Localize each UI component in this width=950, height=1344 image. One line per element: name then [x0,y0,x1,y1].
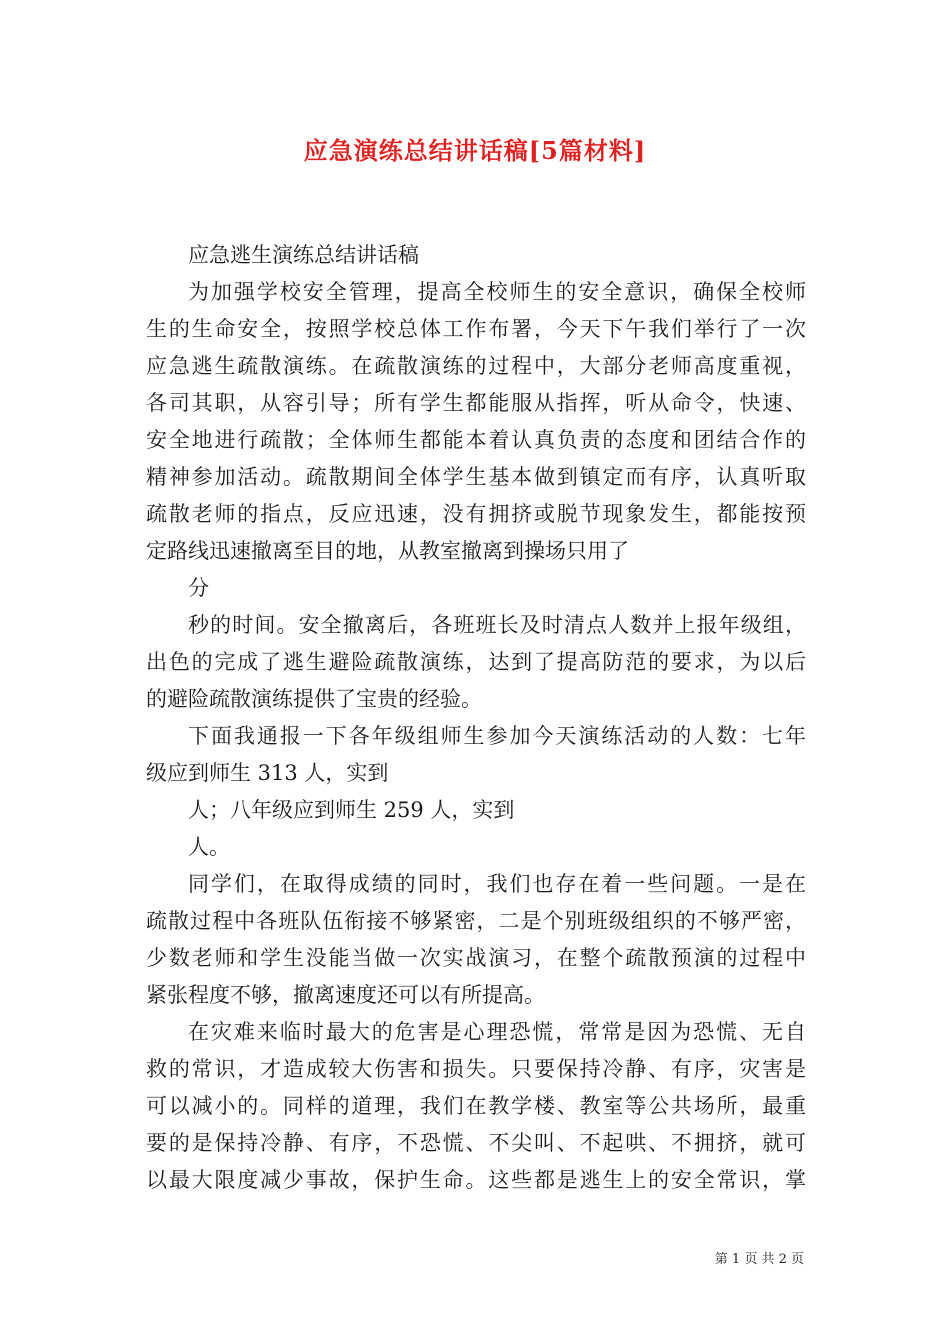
text-line: 救的常识，才造成较大伤害和损失。只要保持冷静、有序，灾害是 [146,1057,806,1081]
text-line: 应急逃生演练总结讲话稿 [188,243,419,267]
text-line: 应急逃生疏散演练。在疏散演练的过程中，大部分老师高度重视， [146,354,806,378]
text-line: 可以减小的。同样的道理，我们在教学楼、教室等公共场所，最重 [146,1094,806,1118]
text-line: 疏散老师的指点，反应迅速，没有拥挤或脱节现象发生，都能按预 [146,502,806,526]
text-line: 疏散过程中各班队伍衔接不够紧密，二是个别班级组织的不够严密， [146,909,806,933]
text-line: 人。 [188,835,230,859]
document-title: 应急演练总结讲话稿[5篇材料] [303,136,647,165]
text-line: 级应到师生 313 人，实到 [146,761,389,785]
text-line: 分 [188,576,209,600]
text-line: 秒的时间。安全撤离后，各班班长及时清点人数并上报年级组， [188,613,806,637]
page-footer: 第 1 页 共 2 页 [714,1252,804,1267]
text-line: 的避险疏散演练提供了宝贵的经验。 [146,687,482,711]
text-line: 定路线迅速撤离至目的地，从教室撤离到操场只用了 [146,539,629,563]
text-line: 为加强学校安全管理，提高全校师生的安全意识，确保全校师 [188,280,806,304]
text-line: 各司其职，从容引导；所有学生都能服从指挥，听从命令，快速、 [146,391,806,415]
text-line: 生的生命安全，按照学校总体工作布署，今天下午我们举行了一次 [146,317,806,341]
text-line: 在灾难来临时最大的危害是心理恐慌，常常是因为恐慌、无自 [188,1020,806,1044]
text-line: 下面我通报一下各年级组师生参加今天演练活动的人数：七年 [188,724,806,748]
text-line: 人；八年级应到师生 259 人，实到 [188,798,515,822]
text-line: 要的是保持冷静、有序，不恐慌、不尖叫、不起哄、不拥挤，就可 [146,1131,806,1155]
text-line: 以最大限度减少事故，保护生命。这些都是逃生上的安全常识，掌 [146,1168,806,1192]
text-line: 同学们，在取得成绩的同时，我们也存在着一些问题。一是在 [188,872,806,896]
document-body [146,237,806,1199]
text-line: 紧张程度不够，撤离速度还可以有所提高。 [146,983,545,1007]
text-line: 精神参加活动。疏散期间全体学生基本做到镇定而有序，认真听取 [146,465,806,489]
text-line: 出色的完成了逃生避险疏散演练，达到了提高防范的要求，为以后 [146,650,806,674]
text-line: 少数老师和学生没能当做一次实战演习，在整个疏散预演的过程中 [146,946,806,970]
text-line: 安全地进行疏散；全体师生都能本着认真负责的态度和团结合作的 [146,428,806,452]
